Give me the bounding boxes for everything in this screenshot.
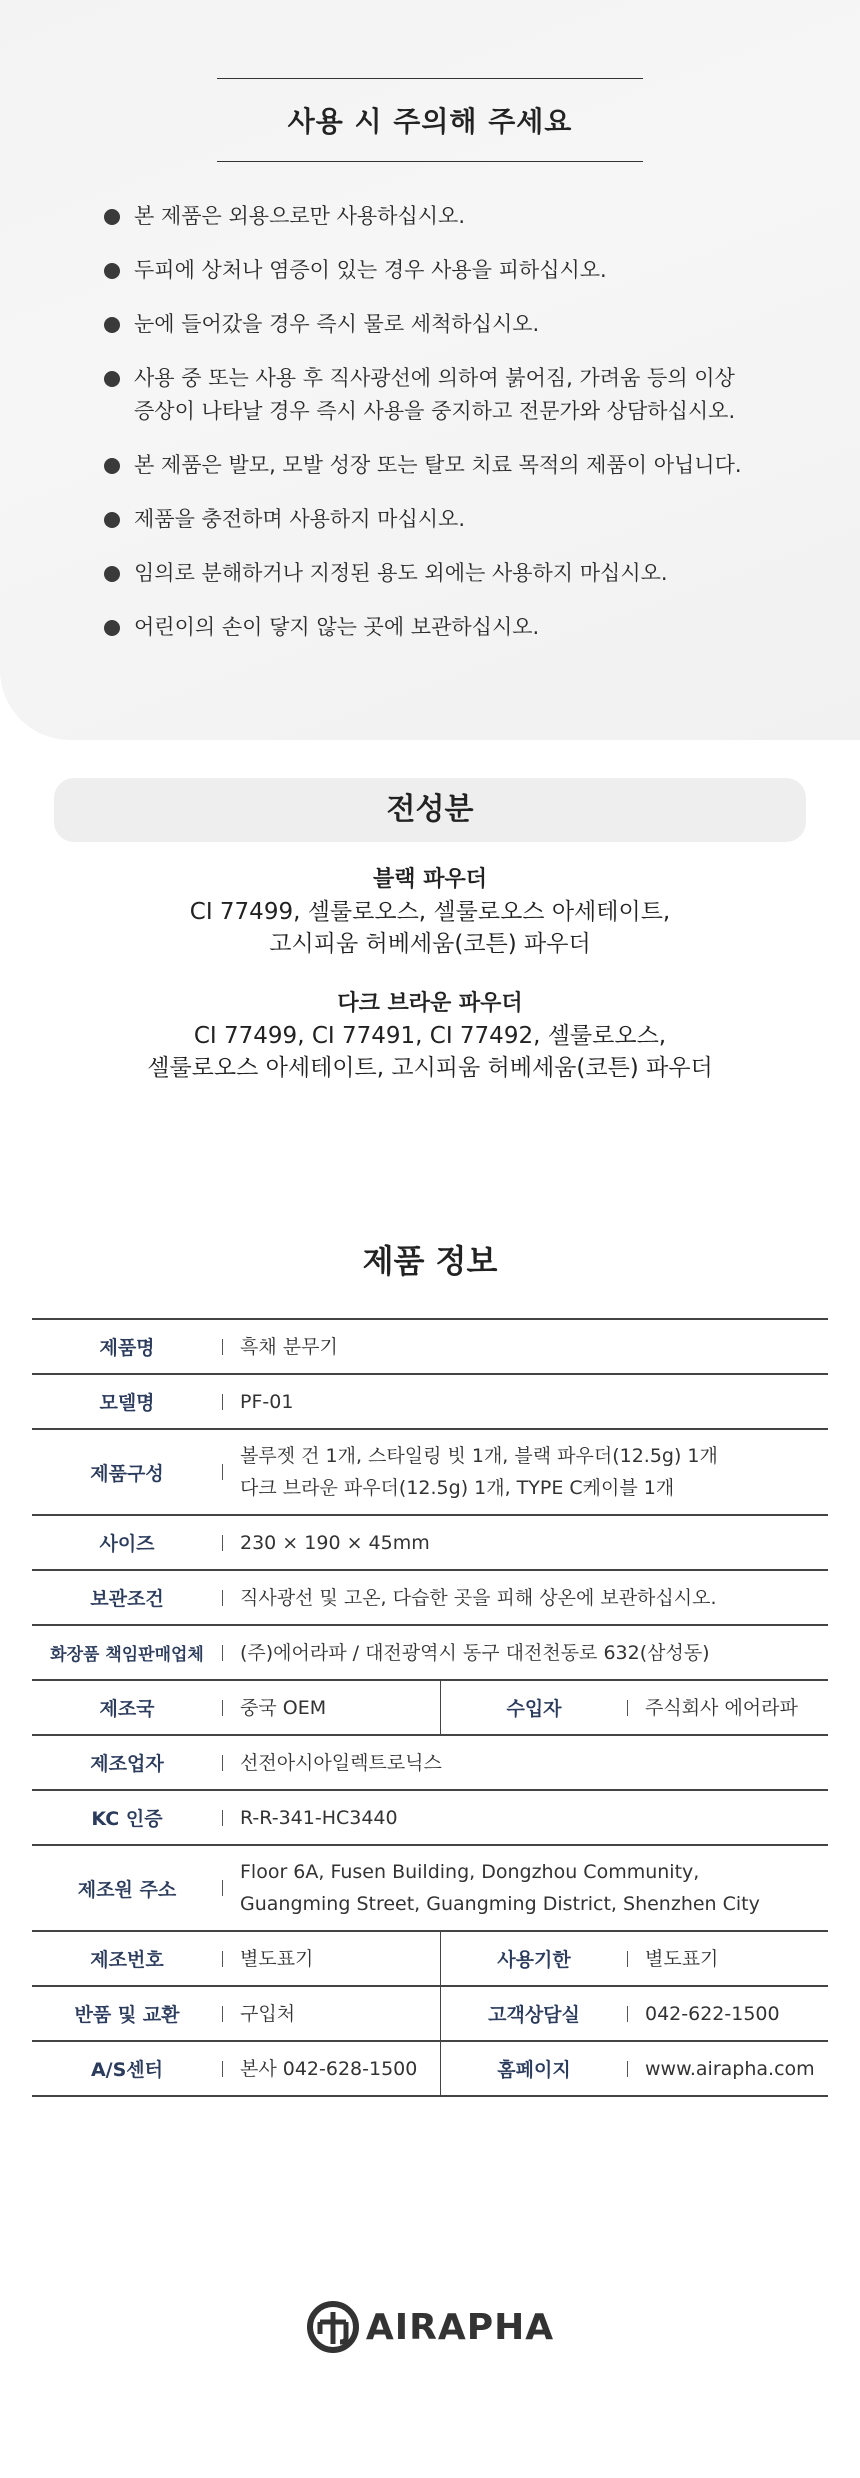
row-value: 구입처 (222, 1987, 440, 2040)
row-label: KC 인증 (91, 1808, 163, 1830)
bullet-icon (104, 317, 120, 333)
bullet-icon (104, 566, 120, 582)
bullet-icon (104, 209, 120, 225)
homepage-link[interactable]: www.airapha.com (627, 2042, 828, 2095)
table-row (32, 1846, 828, 1932)
bullet-icon (104, 458, 120, 474)
ingredients-title: 전성분 (54, 778, 806, 842)
row-label: 제품명 (99, 1337, 155, 1359)
row-label: 사이즈 (99, 1533, 155, 1555)
row-label: 고객상담실 (488, 2004, 580, 2026)
row-label: 반품 및 교환 (74, 2004, 180, 2026)
table-row (32, 1681, 828, 1736)
row-value: 흑채 분무기 (222, 1320, 828, 1373)
ingredient-name: 블랙 파우더 (373, 867, 487, 892)
row-label: 홈페이지 (497, 2059, 571, 2081)
table-row (32, 1320, 828, 1375)
row-value: 주식회사 에어라파 (627, 1681, 828, 1734)
row-label: 제조원 주소 (77, 1878, 177, 1901)
caution-list (104, 200, 804, 665)
table-row (32, 1987, 828, 2042)
caution-section (0, 0, 860, 740)
bullet-icon (104, 620, 120, 636)
table-row (32, 1736, 828, 1791)
row-value: 직사광선 및 고온, 다습한 곳을 피해 상온에 보관하십시오. (222, 1571, 828, 1624)
table-row (32, 1571, 828, 1626)
bullet-icon (104, 263, 120, 279)
caution-item: 제품을 충전하며 사용하지 마십시오. (104, 503, 804, 536)
row-value: 별도표기 (222, 1932, 440, 1985)
row-label: 화장품 책임판매업체 (50, 1645, 204, 1665)
row-value: 선전아시아일렉트로닉스 (222, 1736, 828, 1789)
row-label: 제조국 (99, 1698, 155, 1720)
bullet-icon (104, 512, 120, 528)
row-label: 제품구성 (90, 1462, 164, 1485)
caution-top-rule (217, 78, 643, 79)
row-value: 볼루젯 건 1개, 스타일링 빗 1개, 블랙 파우더(12.5g) 1개 다크 브라운 파우더(12.5g) 1개, TYPE C케이블 1개 (222, 1430, 828, 1514)
row-label: 제조번호 (90, 1949, 164, 1971)
caution-item: 임의로 분해하거나 지정된 용도 외에는 사용하지 마십시오. (104, 557, 804, 590)
ingredient-line: CI 77499, CI 77491, CI 77492, 셀룰로오스, (193, 1023, 667, 1049)
row-label: 제조업자 (90, 1753, 164, 1775)
caution-item: 눈에 들어갔을 경우 즉시 물로 세척하십시오. (104, 308, 804, 341)
table-row (32, 1375, 828, 1430)
product-info-table (32, 1318, 828, 2097)
caution-item: 본 제품은 발모, 모발 성장 또는 탈모 치료 목적의 제품이 아닙니다. (104, 449, 804, 482)
caution-title: 사용 시 주의해 주세요 (287, 105, 573, 138)
ingredient-line: CI 77499, 셀룰로오스, 셀룰로오스 아세테이트, (189, 899, 671, 925)
row-value: (주)에어라파 / 대전광역시 동구 대전천동로 632(삼성동) (222, 1626, 828, 1679)
ingredients-black (0, 864, 860, 960)
caution-item: 사용 중 또는 사용 후 직사광선에 의하여 붉어짐, 가려움 등의 이상 증상이 나타날 경우 즉시 사용을 중지하고 전문가와 상담하십시오. (104, 362, 804, 428)
caution-item: 어린이의 손이 닿지 않는 곳에 보관하십시오. (104, 611, 804, 644)
table-row (32, 1516, 828, 1571)
ingredient-name: 다크 브라운 파우더 (337, 991, 523, 1016)
caution-item: 두피에 상처나 염증이 있는 경우 사용을 피하십시오. (104, 254, 804, 287)
table-row (32, 1932, 828, 1987)
table-row (32, 2042, 828, 2097)
row-label: A/S센터 (90, 2059, 164, 2081)
product-info-title: 제품 정보 (362, 1242, 498, 1280)
row-value: Floor 6A, Fusen Building, Dongzhou Community, Guangming Street, Guangming District, Shenzhen City (222, 1846, 828, 1930)
brand-logo (0, 2300, 860, 2354)
caution-item: 본 제품은 외용으로만 사용하십시오. (104, 200, 804, 233)
ingredient-line: 고시피움 허베세움(코튼) 파우더 (269, 931, 591, 957)
row-value: 별도표기 (627, 1932, 828, 1985)
bullet-icon (104, 371, 120, 387)
ingredient-line: 셀룰로오스 아세테이트, 고시피움 허베세움(코튼) 파우더 (147, 1055, 713, 1081)
row-value: 중국 OEM (222, 1681, 440, 1734)
table-row (32, 1430, 828, 1516)
table-row (32, 1626, 828, 1681)
table-row (32, 1791, 828, 1846)
row-value: R-R-341-HC3440 (222, 1791, 828, 1844)
row-value: PF-01 (222, 1375, 828, 1428)
caution-bottom-rule (217, 161, 643, 162)
row-value: 230 × 190 × 45mm (222, 1516, 828, 1569)
row-value: 042-622-1500 (627, 1987, 828, 2040)
row-label: 모델명 (99, 1392, 155, 1414)
airapha-logo-icon (306, 2300, 360, 2354)
row-label: 수입자 (506, 1698, 562, 1720)
row-label: 보관조건 (90, 1588, 164, 1610)
ingredients-dark-brown (0, 988, 860, 1084)
row-label: 사용기한 (497, 1949, 571, 1971)
brand-name: AIRAPHA (365, 2306, 555, 2348)
row-value: 본사 042-628-1500 (222, 2042, 440, 2095)
